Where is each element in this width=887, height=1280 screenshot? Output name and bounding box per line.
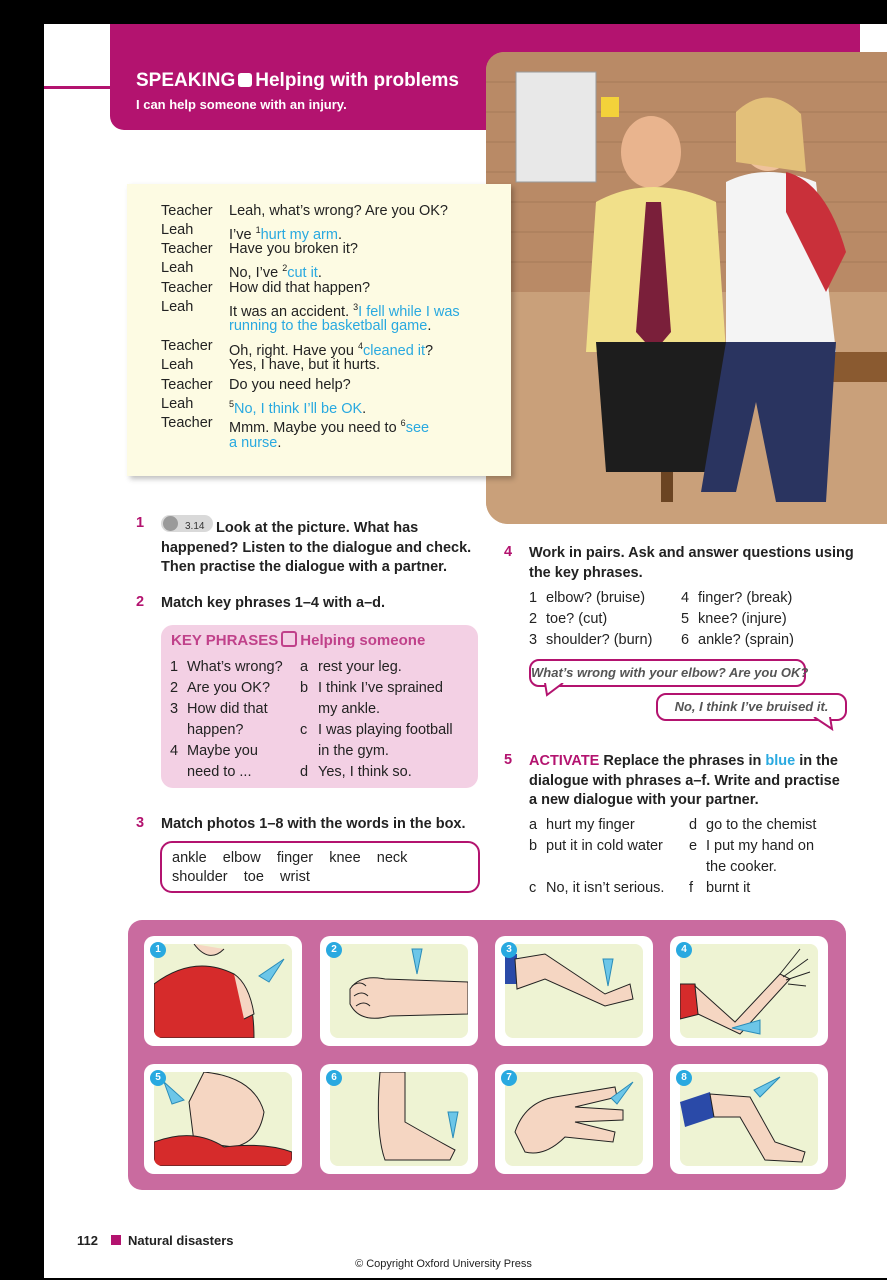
track-number: 3.14	[185, 521, 205, 532]
item-letter: c	[529, 880, 537, 896]
illustration	[680, 944, 818, 1038]
key-phrase-answer	[300, 678, 443, 699]
word: ankle	[172, 850, 207, 866]
speaker-name: Teacher	[161, 338, 213, 354]
line-text-plain: No, I’ve	[229, 264, 283, 281]
item-text: shoulder? (burn)	[546, 632, 653, 648]
line-text: Yes, I have, but it hurts.	[229, 357, 380, 373]
word: knee	[329, 850, 361, 866]
blue-phrase: I fell while I was	[358, 303, 460, 320]
speaker-name: Leah	[161, 222, 194, 238]
square-bullet-icon	[111, 1235, 121, 1245]
item-letter: b	[529, 838, 538, 854]
line-text-plain: .	[362, 400, 367, 417]
exercise-5-item	[689, 815, 816, 836]
item-number: 3	[170, 701, 179, 717]
photo-number: 4	[676, 942, 692, 958]
blue-phrase: hurt my arm	[260, 226, 338, 243]
gap-number: 6	[400, 418, 406, 428]
item-letter: e	[689, 838, 698, 854]
exercise-4-item	[529, 609, 607, 630]
square-outline-icon	[281, 631, 297, 647]
header-rule	[44, 86, 114, 89]
speech-bubble-tail-icon	[543, 683, 567, 697]
exercise-4-item	[681, 609, 787, 630]
photo-knee	[495, 936, 653, 1046]
section-subtitle: I can help someone with an injury.	[136, 97, 347, 112]
item-text: burnt it	[706, 880, 751, 896]
item-text: What’s wrong?	[187, 659, 283, 675]
line-text: Leah, what’s wrong? Are you OK?	[229, 203, 448, 219]
word: finger	[276, 850, 314, 866]
blue-phrase: cleaned it	[362, 342, 426, 359]
item-text: I think I’ve sprained	[318, 680, 443, 696]
photo-ankle	[670, 1064, 828, 1174]
gap-number: 1	[255, 225, 261, 235]
exercise-5-item: the cooker.	[706, 859, 777, 875]
speech-bubble-answer: No, I think I’ve bruised it.	[656, 693, 847, 721]
key-phrase-item	[170, 678, 270, 699]
line-text-plain: Mmm. Maybe you need to	[229, 419, 401, 436]
key-phrases-title	[171, 631, 425, 649]
gap-number: 4	[357, 341, 363, 351]
photo-number: 1	[150, 942, 166, 958]
photo-number: 6	[326, 1070, 342, 1086]
speaker-name: Leah	[161, 260, 194, 276]
speaker-name: Teacher	[161, 280, 213, 296]
line-text: Do you need help?	[229, 377, 351, 393]
line-text	[229, 317, 431, 336]
item-text: I put my hand on	[706, 838, 815, 854]
exercise-5-item	[689, 836, 814, 857]
item-text: hurt my finger	[546, 817, 635, 833]
key-phrase-answer: in the gym.	[318, 743, 389, 759]
key-phrase-answer: my ankle.	[318, 701, 381, 717]
item-text: How did that	[187, 701, 268, 717]
photo-neck	[144, 1064, 302, 1174]
exercise-4-item	[681, 630, 794, 651]
photo-number: 5	[150, 1070, 166, 1086]
item-text: knee? (injure)	[698, 611, 787, 627]
item-number: 2	[170, 680, 179, 696]
gap-number: 3	[353, 302, 359, 312]
item-letter: d	[689, 817, 698, 833]
page-number: 112	[77, 1233, 98, 1248]
section-label: SPEAKING	[136, 70, 236, 91]
key-phrases-subtitle: Helping someone	[300, 632, 426, 649]
exercise-number: 5	[504, 752, 513, 768]
exercise-5-item	[689, 878, 750, 899]
exercise-5-instructions	[529, 752, 840, 811]
line-text-plain: It was an accident.	[229, 303, 354, 320]
exercise-number: 2	[136, 594, 145, 610]
photo-elbow	[670, 936, 828, 1046]
item-text: finger? (break)	[698, 590, 793, 606]
blue-word: blue	[765, 753, 796, 769]
key-phrase-answer	[300, 720, 453, 741]
speech-bubble-tail-icon	[812, 717, 836, 731]
speaker-name: Teacher	[161, 377, 213, 393]
item-text: ankle? (sprain)	[698, 632, 794, 648]
item-text: toe? (cut)	[546, 611, 608, 627]
activate-label: ACTIVATE	[529, 753, 600, 769]
word: wrist	[280, 869, 310, 885]
illustration	[680, 1072, 818, 1166]
word: shoulder	[172, 869, 228, 885]
speaker-name: Leah	[161, 396, 194, 412]
item-letter: a	[529, 817, 538, 833]
instruction-line	[161, 515, 481, 539]
line-text-plain: .	[427, 318, 432, 334]
instruction-text: Look at the picture. What has	[216, 520, 419, 536]
exercise-4-item	[681, 588, 792, 609]
item-number: 3	[529, 632, 538, 648]
section-title	[136, 70, 459, 92]
photo-shoulder	[144, 936, 302, 1046]
photo-wrist	[320, 936, 478, 1046]
item-number: 1	[170, 659, 179, 675]
item-letter: d	[300, 764, 309, 780]
word-box-line	[172, 867, 310, 888]
item-number: 5	[681, 611, 690, 627]
copyright-notice: © Copyright Oxford University Press	[355, 1258, 532, 1270]
square-bullet-icon	[238, 73, 252, 87]
key-phrase-answer	[300, 762, 412, 783]
line-text: Have you broken it?	[229, 241, 358, 257]
line-text: How did that happen?	[229, 280, 371, 296]
cd-icon	[163, 516, 178, 531]
exercise-5-item	[529, 878, 664, 899]
exercise-2-instructions: Match key phrases 1–4 with a–d.	[161, 595, 386, 611]
line-text-plain: .	[337, 226, 342, 243]
item-text: Yes, I think so.	[318, 764, 412, 780]
dialogue-box	[127, 184, 511, 476]
speech-bubble-question: What’s wrong with your elbow? Are you OK?	[529, 659, 806, 687]
key-phrases-label: KEY PHRASES	[171, 632, 279, 649]
item-text: No, it isn’t serious.	[546, 880, 665, 896]
illustration	[505, 944, 643, 1038]
word-box-line	[172, 848, 407, 869]
photo-number: 7	[501, 1070, 517, 1086]
item-number: 1	[529, 590, 538, 606]
item-text: elbow? (bruise)	[546, 590, 646, 606]
exercise-number: 4	[504, 544, 513, 560]
blue-phrase: cut it	[287, 264, 318, 281]
item-letter: c	[300, 722, 308, 738]
exercise-number: 3	[136, 815, 145, 831]
item-text: put it in cold water	[546, 838, 663, 854]
exercise-3-instructions: Match photos 1–8 with the words in the box.	[161, 816, 466, 832]
item-text: Are you OK?	[187, 680, 271, 696]
line-text-plain: I’ve	[229, 226, 256, 243]
key-phrase-item: happen?	[187, 722, 244, 738]
audio-track-button[interactable]	[161, 515, 213, 532]
instruction-line: Work in pairs. Ask and answer questions using	[529, 545, 854, 561]
line-text	[229, 434, 281, 453]
item-text: Maybe you	[187, 743, 258, 759]
key-phrase-item	[170, 699, 268, 720]
speaker-name: Leah	[161, 299, 194, 315]
exercise-5-item	[529, 815, 635, 836]
key-phrase-item: need to ...	[187, 764, 252, 780]
instruction-line: dialogue with phrases a–f. Write and practise	[529, 772, 840, 789]
speaker-name: Teacher	[161, 241, 213, 257]
instruction-line: a new dialogue with your partner.	[529, 792, 759, 808]
photo-number: 8	[676, 1070, 692, 1086]
key-phrase-item	[170, 741, 258, 762]
section-heading: Helping with problems	[255, 70, 459, 91]
item-number: 6	[681, 632, 690, 648]
illustration	[330, 944, 468, 1038]
instruction-line: happened? Listen to the dialogue and check.	[161, 539, 472, 556]
blue-phrase: No, I think I’ll be OK	[234, 400, 363, 417]
instruction-line: the key phrases.	[529, 564, 643, 581]
exercise-1-instructions	[161, 515, 481, 578]
key-phrase-answer	[300, 657, 402, 678]
key-phrase-item	[170, 657, 283, 678]
exercise-number: 1	[136, 515, 145, 531]
word: neck	[376, 850, 408, 866]
speaker-name: Leah	[161, 357, 194, 373]
unit-topic: Natural disasters	[128, 1233, 234, 1248]
illustration	[154, 944, 292, 1038]
photo-number: 3	[501, 942, 517, 958]
item-letter: f	[689, 880, 694, 896]
word: elbow	[222, 850, 261, 866]
exercise-4-item	[529, 630, 652, 651]
instruction-text: Replace the phrases in	[603, 753, 766, 769]
line-text-plain: ?	[425, 342, 434, 359]
item-text: I was playing football	[318, 722, 453, 738]
blue-phrase: running to the basketball game	[229, 318, 428, 334]
exercise-4-item	[529, 588, 645, 609]
gap-number: 5	[229, 399, 235, 409]
blue-phrase: see	[405, 419, 430, 436]
illustration	[154, 1072, 292, 1166]
photo-teacher-helping-student	[486, 52, 887, 524]
line-text-plain: .	[317, 264, 322, 281]
instruction-line: Then practise the dialogue with a partner.	[161, 559, 448, 575]
item-number: 2	[529, 611, 538, 627]
photo-toe	[320, 1064, 478, 1174]
instruction-line	[529, 752, 840, 772]
item-letter: b	[300, 680, 309, 696]
exercise-5-item	[529, 836, 663, 857]
blue-phrase: a nurse	[229, 435, 278, 451]
speaker-name: Teacher	[161, 415, 213, 431]
item-number: 4	[681, 590, 690, 606]
gap-number: 2	[282, 263, 288, 273]
line-text-plain: .	[277, 435, 282, 451]
word: toe	[243, 869, 264, 885]
illustration	[330, 1072, 468, 1166]
item-text: go to the chemist	[706, 817, 817, 833]
speaker-name: Teacher	[161, 203, 213, 219]
item-text: rest your leg.	[318, 659, 402, 675]
illustration	[505, 1072, 643, 1166]
line-text-plain: Oh, right. Have you	[229, 342, 358, 359]
photo-number: 2	[326, 942, 342, 958]
exercise-4-instructions	[529, 544, 854, 583]
instruction-text: in the	[795, 753, 838, 769]
item-number: 4	[170, 743, 179, 759]
item-letter: a	[300, 659, 309, 675]
photo-finger	[495, 1064, 653, 1174]
